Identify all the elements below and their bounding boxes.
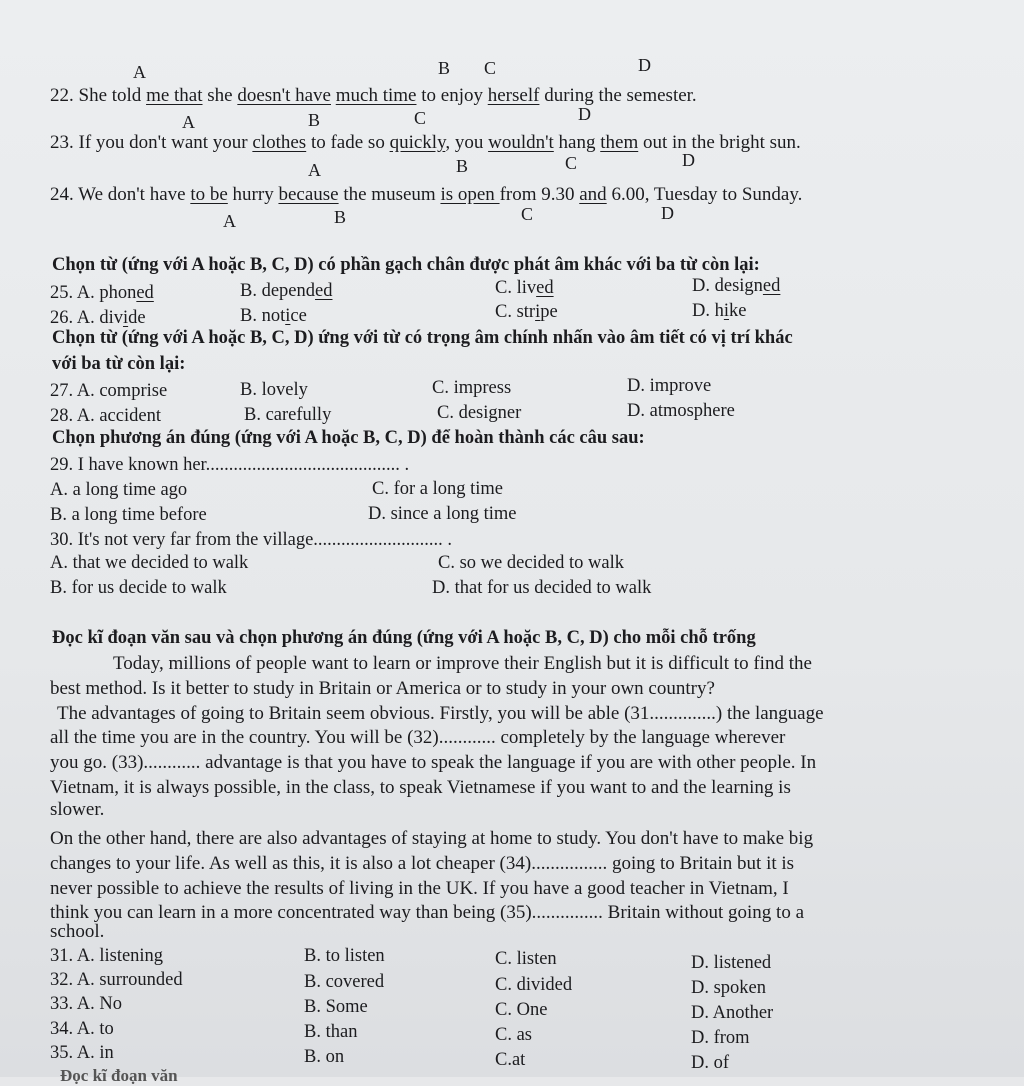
q24-part: from 9.30 [499,184,580,205]
label-a: A [182,112,195,132]
q24-part: 24. We don't have [50,184,191,205]
question-25-c [495,278,554,299]
question-22-text [50,85,697,107]
section-heading: Chọn từ (ứng với A hoặc B, C, D) có phần gạch chân được phát âm khác với ba từ còn lại: [52,255,760,275]
stem: 25. A. phon [50,283,137,303]
answer-31-a: 31. A. listening [50,946,164,966]
answer-35-c: C.at [495,1050,526,1070]
question-26-c [495,302,558,323]
underlined-sound: i [122,308,129,328]
underlined-sound: i [285,306,291,326]
question-27-c: C. impress [432,378,512,398]
stem: B. not [240,306,286,326]
answer-33-b: B. Some [304,997,368,1017]
question-28-c: C. designer [437,403,522,423]
answer-35-a: 35. A. in [50,1043,114,1063]
q22-part: she [202,85,238,106]
stem: ke [729,301,747,321]
q23-underlined-a: clothes [252,132,307,153]
q22-part: 22. She told [50,85,147,106]
question-26-b [240,306,307,327]
underlined-sound: ed [315,281,333,301]
question-30-b: B. for us decide to walk [50,578,227,598]
passage-line: Today, millions of people want to learn or improve their English but it is difficult to find the [113,653,812,674]
label-a: A [308,160,321,180]
question-29-a: A. a long time ago [50,480,188,500]
answer-32-c: C. divided [495,975,573,995]
label-a-top: A [133,62,146,82]
question-28-a: 28. A. accident [50,406,161,426]
question-27-d: D. improve [627,376,712,396]
stem: C. liv [495,278,537,298]
label-d: D [682,150,695,170]
q22-underlined-c: much time [335,85,417,106]
stem: C. str [495,302,536,322]
answer-34-b: B. than [304,1022,358,1042]
section-heading: Chọn từ (ứng với A hoặc B, C, D) ứng với từ có trọng âm chính nhấn vào âm tiết có vị trí khác [52,328,793,348]
passage-line: changes to your life. As well as this, it is also a lot cheaper (34)................ going to Britain but it is [50,853,795,874]
answer-32-b: B. covered [304,972,385,992]
question-28-d: D. atmosphere [627,401,735,421]
q24-part: 6.00, Tuesday to Sunday. [606,184,803,205]
question-27-a: 27. A. comprise [50,381,168,401]
answer-31-d: D. listened [691,953,772,973]
q24-underlined-d: and [579,184,607,205]
q23-part: 23. If you don't want your [50,132,253,153]
answer-32-d: D. spoken [691,978,767,998]
q24-underlined-c: is open [440,184,500,205]
answer-34-d: D. from [691,1028,750,1048]
underlined-sound: ed [536,278,554,298]
q24-underlined-a: to be [190,184,228,205]
label-c: C [565,153,578,173]
answer-31-b: B. to listen [304,946,385,966]
label-c: C [521,204,534,224]
answer-33-d: D. Another [691,1003,774,1023]
label-b-top: B [438,58,451,78]
passage-line: best method. Is it better to study in Britain or America or to study in your own country? [50,678,715,699]
label-b: B [334,207,347,227]
stem: D. design [692,276,763,296]
question-30-a: A. that we decided to walk [50,553,249,573]
question-30-d: D. that for us decided to walk [432,578,652,598]
passage-line: The advantages of going to Britain seem obvious. Firstly, you will be able (31..............) the language [57,703,824,724]
stem: ce [290,306,307,326]
q23-underlined-d: them [600,132,639,153]
label-a: A [223,211,236,231]
label-d: D [661,203,674,223]
q22-part: during the semester. [539,85,697,106]
label-c: C [414,108,427,128]
underlined-sound: i [535,302,541,322]
answer-31-c: C. listen [495,949,557,969]
question-26-a [50,308,146,329]
q23-part: out in the bright sun. [638,132,801,153]
question-24-text [50,184,802,206]
underlined-sound: i [723,301,730,321]
passage-line: think you can learn in a more concentrated way than being (35)............... Britain without going to a [50,902,804,923]
question-29: 29. I have known her.......................................... . [50,455,410,475]
section-heading-cont: với ba từ còn lại: [52,354,186,374]
question-29-d: D. since a long time [368,504,517,524]
question-27-b: B. lovely [240,380,308,400]
question-30: 30. It's not very far from the village............................ . [50,530,453,550]
question-25-d [692,276,780,297]
q23-underlined-b: quickly [389,132,446,153]
label-d: D [578,104,591,124]
answer-33-c: C. One [495,1000,548,1020]
question-25-a [50,283,154,304]
q23-part: to fade so [306,132,390,153]
q22-underlined-d: herself [487,85,540,106]
label-b: B [308,110,321,130]
q23-underlined-c: wouldn't [488,132,554,153]
label-d-top: D [638,55,651,75]
answer-32-a: 32. A. surrounded [50,970,183,990]
cut-off-heading: Đọc kĩ đoạn văn [60,1066,178,1085]
answer-33-a: 33. A. No [50,994,122,1014]
passage-line: never possible to achieve the results of living in the UK. If you have a good teacher in Vietnam, I [50,878,789,899]
label-c-top: C [484,58,497,78]
stem: B. depend [240,281,316,301]
passage-line: Vietnam, it is always possible, in the class, to speak Vietnamese if you want to and the learning is [50,777,791,798]
question-28-b: B. carefully [244,405,332,425]
stem: pe [540,302,558,322]
answer-35-d: D. of [691,1053,730,1073]
passage-line: school. [50,921,105,942]
passage-line: all the time you are in the country. You will be (32)............ completely by the language wherever [50,727,786,748]
underlined-sound: ed [136,283,154,303]
answer-35-b: B. on [304,1047,345,1067]
label-b: B [456,156,469,176]
question-30-c: C. so we decided to walk [438,553,624,573]
stem: D. h [692,301,724,321]
q23-part: , you [445,132,489,153]
q22-part: to enjoy [416,85,488,106]
q24-underlined-b: because [278,184,339,205]
q24-part: hurry [227,184,279,205]
question-26-d [692,301,746,322]
q22-underlined-b: doesn't have [237,85,331,106]
stem: 26. A. div [50,308,123,328]
passage-line: On the other hand, there are also advantages of staying at home to study. You don't have to make big [50,828,814,849]
q24-part: the museum [338,184,441,205]
passage-line: slower. [50,799,105,820]
stem: de [128,308,146,328]
underlined-sound: ed [762,276,781,296]
question-29-b: B. a long time before [50,505,207,525]
section-heading: Chọn phương án đúng (ứng với A hoặc B, C, D) để hoàn thành các câu sau: [52,428,645,448]
q23-part: hang [553,132,601,153]
q22-underlined-a: me that [146,85,203,106]
answer-34-a: 34. A. to [50,1019,114,1039]
passage-line: you go. (33)............ advantage is that you have to speak the language if you are with other people. In [50,752,817,773]
question-25-b [240,281,332,302]
section-heading: Đọc kĩ đoạn văn sau và chọn phương án đúng (ứng với A hoặc B, C, D) cho mỗi chỗ trống [52,628,756,648]
answer-34-c: C. as [495,1025,532,1045]
question-29-c: C. for a long time [372,479,504,499]
